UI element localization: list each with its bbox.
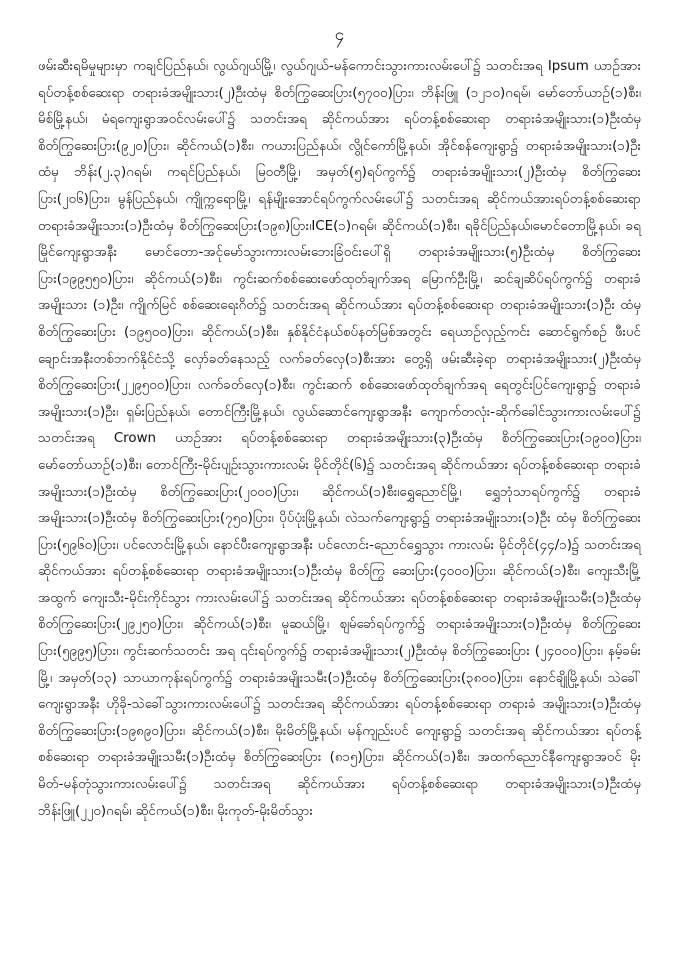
- body-paragraph: ဖမ်းဆီးရမိမှုများမှာ ကချင်ပြည်နယ်၊ လွယ်ဂျယ်မြို့၊ လွယ်ဂျယ်-မန်ကောင်းသွားကားလမ်းပေါ်၌ သတင်းအရ Ipsum ယာဉ်အား ရပ်တန့်စစ်ဆေးရာ တရားခံအမျိုးသား(၂)ဦးထံမှ စိတ်ကြွဆေးပြား(၅၇၀၀)ပြား၊ ဘိန်းဖြူ (၁၂၁၀)ဂရမ်၊ မော်တော်ယာဉ်(၁)စီး၊ မိစ်မြို့နယ်၊ မံရကျေးရွာအဝင်လမ်းပေါ်၌ သတင်းအရ ဆိုင်ကယ်အား ရပ်တန့်စစ်ဆေးရာ တရားခံအမျိုးသား(၁)ဦးထံမှ စိတ်ကြွဆေးပြား(၉၂၀)ပြား၊ ဆိုင်ကယ်(၁)စီး၊ ကယားပြည်နယ်၊ လွိုင်ကော်မြို့နယ်၊ အိုင်စန်ကျေးရွာ၌ တရားခံအမျိုးသား(၁)ဦးထံမှ ဘိန်း(၂.၃)ဂရမ်၊ ကရင်ပြည်နယ်၊ မြဝတီမြို့၊ အမှတ်(၅)ရပ်ကွက်၌ တရားခံအမျိုးသား(၂)ဦးထံမှ စိတ်ကြွဆေးပြား(၂၀၆)ပြား၊ မွန်ပြည်နယ်၊ ကျိုက္ကရောမြို့၊ ရန်မျိုးအောင်ရပ်ကွက်လမ်းပေါ်၌ သတင်းအရ ဆိုင်ကယ်အားရပ်တန့်စစ်ဆေးရာ တရားခံအမျိုးသား(၁)ဦးထံမှ စိတ်ကြွဆေးပြား(၁၉၈)ပြား၊ICE(၁)ဂရမ်၊ ဆိုင်ကယ်(၁)စီး၊ ရခိုင်ပြည်နယ်၊မောင်တောမြို့နယ်၊ ခရမြိုင်ကျေးရွာအနီး မောင်တော-အင်ုမော်သွားကားလမ်းဘေးခြံဝင်းပေါ်ရှိ တရားခံအမျိုးသား(၅)ဦးထံမှ စိတ်ကြွဆေးပြား(၁၉၉၅၅၀)ပြား၊ ဆိုင်ကယ်(၁)စီး၊ ကွင်းဆက်စစ်ဆေးဖော်ထုတ်ချက်အရ မြောက်ဦးမြို့၊ ဆင်ချဆိပ်ရပ်ကွက်၌ တရားခံအမျိုးသား (၁)ဦး၊ ကျိုက်မြင် စစ်ဆေးရေးဂိတ်၌ သတင်းအရ ဆိုင်ကယ်အား ရပ်တန့်စစ်ဆေးရာ တရားခံအမျိုးသား(၁)ဦး ထံမှ စိတ်ကြွဆေးပြား (၁၉၅၀၀)ပြား၊ ဆိုင်ကယ်(၁)စီး၊ နှစ်နိုင်ငံနယ်စပ်နတ်မြစ်အတွင်း ရေယာဉ်လှည့်ကင်း ဆောင်ရွက်စဉ် ဖီးပင်ချောင်းအနီးတစ်ဘက်နိုင်ငံသို့ လှော်ခတ်နေသည့် လက်ခတ်လှေ(၁)စီးအား တွေ့ရှိ ဖမ်းဆီးခဲ့ရာ တရားခံအမျိုးသား(၂)ဦးထံမှ စိတ်ကြွဆေးပြား(၂၂၉၅၀၀)ပြား၊ လက်ခတ်လှေ(၁)စီး၊ ကွင်းဆက် စစ်ဆေးဖော်ထုတ်ချက်အရ ရေတွင်းပြင်ကျေးရွာ၌ တရားခံအမျိုးသား(၁)ဦး၊ ရှမ်းပြည်နယ်၊ တောင်ကြီးမြို့နယ်၊ လွယ်ဆောင်ကျေးရွာအနီး ကျောက်တလုံး-ဆိုက်ခေါင်သွားကားလမ်းပေါ်၌ သတင်းအရ Crown ယာဉ်အား ရပ်တန့်စစ်ဆေးရာ တရားခံအမျိုးသား(၃)ဦးထံမှ စိတ်ကြွဆေးပြား(၁၉၀၀)ပြား၊ မော်တော်ယာဉ်(၁)စီး၊ တောင်ကြီး-မိုင်းပျဉ်းသွားကားလမ်း မိုင်တိုင်(၆)၌ သတင်းအရ ဆိုင်ကယ်အား ရပ်တန့်စစ်ဆေးရာ တရားခံ အမျိုးသား(၁)ဦးထံမှ စိတ်ကြွဆေးပြား(၂၀၀၀)ပြား၊ ဆိုင်ကယ်(၁)စီး၊ရွှေညောင်မြို့၊ ရွှေဘုံသာရပ်ကွက်၌ တရားခံ အမျိုးသား(၁)ဦးထံမှ စိတ်ကြွဆေးပြား(၇၅၀)ပြား၊ ပိုပ်ပုံးမြို့နယ်၊ လဲသက်ကျေးရွာ၌ တရားခံအမျိုးသား(၁)ဦး ထံမှ စိတ်ကြွဆေးပြား(၅၉၆၀)ပြား၊ ပင်လောင်းမြို့နယ်၊ နောင်ပီးကျေးရွာအနီး ပင်လောင်း-ညောင်ရွှေသွား ကားလမ်း မိုင်တိုင်(၄၄/၁)၌ သတင်းအရ ဆိုင်ကယ်အား ရပ်တန့်စစ်ဆေးရာ တရားခံအမျိုးသား(၁)ဦးထံမှ စိတ်ကြွ ဆေးပြား(၄၀၀၀)ပြား၊ ဆိုင်ကယ်(၁)စီး၊ ကျေးသီးမြို့အထွက် ကျေးသီး-မိုင်းကိုင်သွား ကားလမ်းပေါ်၌ သတင်းအရ ဆိုင်ကယ်အား ရပ်တန့်စစ်ဆေးရာ တရားခံအမျိုးသမီး(၁)ဦးထံမှ စိတ်ကြွဆေးပြား(၂၉၂၅၀)ပြား၊ ဆိုင်ကယ်(၁)စီး၊ မူဆယ်မြို့၊ ဈမ်ခော်ရပ်ကွက်၌ တရားခံအမျိုးသား(၁)ဦးထံမှ စိတ်ကြွဆေးပြား(၅၉၉၅)ပြား၊ ကွင်းဆက်သတင်း အရ ၎င်းရပ်ကွက်၌ တရားခံအမျိုးသား(၂)ဦးထံမှ စိတ်ကြွဆေးပြား (၂၄၀၀၀)ပြား၊ နမ့်ခမ်းမြို့၊ အမှတ်(၁၃) သာယာကုန်းရပ်ကွက်၌ တရားခံအမျိုးသမီး(၁)ဦးထံမှ စိတ်ကြွဆေးပြား(၃၈၀၀)ပြား၊ နောင်ချိုမြို့နယ်၊ သဲခေါ်ကျေးရွာအနီး ဟိုခို-သဲခေါ်သွားကားလမ်းပေါ်၌ သတင်းအရ ဆိုင်ကယ်အား ရပ်တန့်စစ်ဆေးရာ တရားခံ အမျိုးသား(၁)ဦးထံမှ စိတ်ကြွဆေးပြား(၁၉၈၉၀)ပြား၊ ဆိုင်ကယ်(၁)စီး၊ မိုးမိတ်မြို့နယ်၊ မန်ကျည်းပင် ကျေးရွာ၌ သတင်းအရ ဆိုင်ကယ်အား ရပ်တန့်စစ်ဆေးရာ တရားခံအမျိုးသမီး(၁)ဦးထံမှ စိတ်ကြွဆေးပြား (၈၁၅)ပြား၊ ဆိုင်ကယ်(၁)စီး၊ အထက်ညောင်နီကျေးရွာအဝင် မိုးမိတ်-မန်တုံသွားကားလမ်းပေါ်၌ သတင်းအရ ဆိုင်ကယ်အား ရပ်တန့်စစ်ဆေးရာ တရားခံအမျိုးသား(၁)ဦးထံမှ ဘိန်းဖြူ(၂၂၀)ဂရမ်၊ ဆိုင်ကယ်(၁)စီး၊ မိုးကုတ်-မိုးမိတ်သွား: [38, 59, 641, 819]
- page-number: ၄: [334, 25, 345, 45]
